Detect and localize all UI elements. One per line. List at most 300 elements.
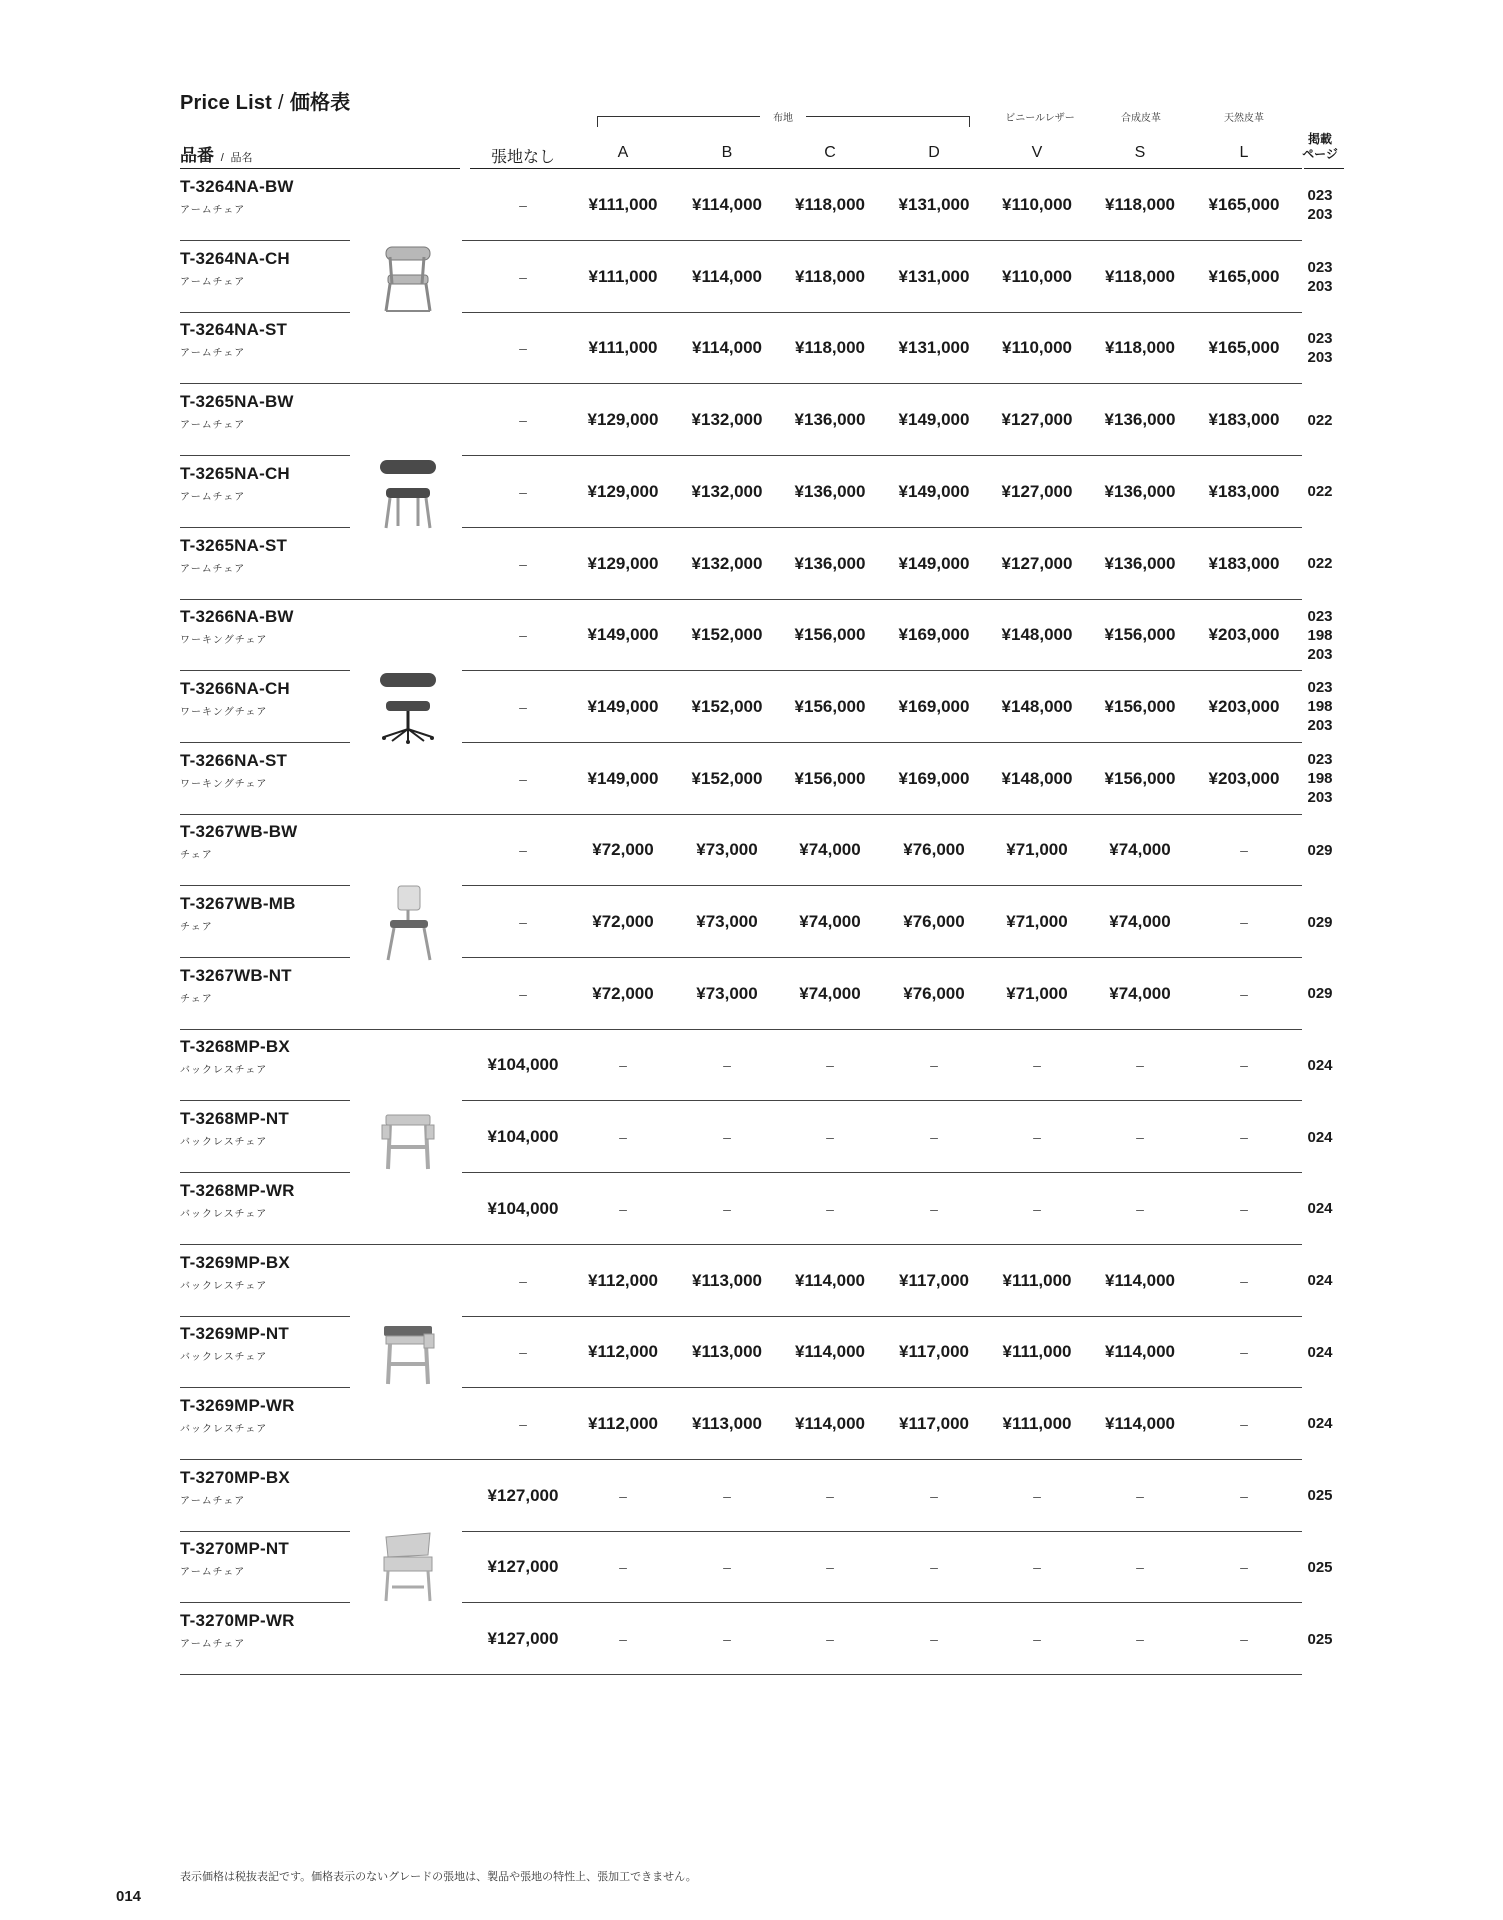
price-d: ¥149,000	[898, 553, 970, 573]
page-ref: 029	[1307, 913, 1333, 931]
price-l: –	[1240, 914, 1248, 930]
price-l: ¥203,000	[1208, 696, 1280, 716]
price-c: ¥118,000	[795, 338, 865, 358]
price-none: –	[519, 627, 527, 644]
price-a: ¥129,000	[587, 481, 659, 501]
table-row	[0, 1029, 1503, 1101]
price-c: –	[826, 1631, 834, 1647]
page-ref: 024	[1307, 1056, 1333, 1074]
footnote: 表示価格は税抜表記です。価格表示のないグレードの張地は、製品や張地の特性上、張加工できません。	[180, 1871, 697, 1883]
price-l: –	[1240, 1200, 1248, 1217]
price-v: ¥148,000	[1001, 768, 1073, 788]
table-row	[0, 599, 1503, 671]
page-refs	[1300, 1414, 1340, 1433]
product-code: T-3265NA-BW	[180, 392, 294, 412]
product-name: アームチェア	[180, 348, 246, 360]
page-ref: 029	[1307, 841, 1333, 859]
product-code: T-3268MP-BX	[180, 1037, 290, 1057]
page-refs	[1300, 1199, 1340, 1218]
price-s: ¥114,000	[1105, 1270, 1175, 1290]
price-d: ¥169,000	[898, 696, 970, 716]
price-d: –	[930, 1057, 938, 1074]
table-row	[0, 1460, 1503, 1532]
price-b: ¥113,000	[692, 1413, 762, 1433]
price-l: –	[1240, 1272, 1248, 1289]
product-code: T-3266NA-CH	[180, 678, 290, 698]
product-name: チェア	[180, 993, 213, 1005]
product-name: アームチェア	[180, 420, 246, 432]
price-v: ¥110,000	[1002, 195, 1072, 214]
price-d: ¥117,000	[899, 1270, 969, 1290]
table-row	[0, 1245, 1503, 1317]
header-page	[1300, 132, 1340, 162]
product-name: アームチェア	[180, 276, 246, 288]
price-b: ¥152,000	[691, 768, 763, 788]
product-code: T-3269MP-NT	[180, 1324, 289, 1344]
price-c: ¥114,000	[795, 1342, 865, 1362]
product-name: アームチェア	[180, 1567, 246, 1579]
price-b: ¥73,000	[696, 840, 758, 860]
table-row	[0, 528, 1503, 600]
product-code: T-3266NA-BW	[180, 607, 294, 627]
price-s: ¥136,000	[1104, 553, 1176, 573]
product-name: バックレスチェア	[180, 1065, 268, 1077]
page-refs	[1300, 1486, 1340, 1505]
page-refs	[1300, 607, 1340, 664]
product-code: T-3269MP-BX	[180, 1252, 290, 1272]
price-d: ¥131,000	[898, 195, 970, 214]
row-divider	[180, 1674, 1302, 1675]
product-code: T-3264NA-CH	[180, 248, 290, 268]
price-a: –	[619, 1487, 627, 1504]
price-b: ¥114,000	[692, 338, 762, 358]
product-name: アームチェア	[180, 205, 246, 216]
page-ref: 024	[1307, 1272, 1333, 1289]
table-row	[0, 1173, 1503, 1245]
working-chair-icon	[368, 667, 448, 747]
price-c: ¥74,000	[799, 840, 861, 860]
page-refs	[1300, 329, 1340, 367]
price-a: –	[619, 1200, 627, 1217]
price-l: ¥165,000	[1208, 338, 1280, 358]
price-l: ¥203,000	[1208, 625, 1280, 645]
header-hinban-text: 品番	[180, 146, 214, 165]
product-code: T-3267WB-MB	[180, 894, 296, 913]
price-b: ¥113,000	[692, 1270, 762, 1290]
product-code: T-3270MP-NT	[180, 1539, 289, 1559]
price-d: ¥76,000	[903, 840, 965, 860]
page-ref: 203	[1307, 206, 1333, 223]
header-hinmei: 品名	[230, 152, 253, 164]
table-row	[0, 1531, 1503, 1603]
price-c: ¥136,000	[794, 410, 866, 430]
price-v: –	[1033, 1057, 1041, 1074]
page-refs	[1300, 411, 1340, 430]
header-col-l: L	[1239, 144, 1249, 161]
page-ref: 203	[1307, 645, 1333, 663]
title-en: Price List	[180, 92, 273, 114]
natural-group-label: 天然皮革	[1224, 113, 1264, 124]
price-none: –	[519, 197, 527, 213]
page-refs	[1300, 1271, 1340, 1290]
vinyl-group-label: ビニールレザー	[1005, 113, 1075, 124]
price-l: –	[1240, 842, 1248, 859]
page-refs	[1300, 1343, 1340, 1362]
product-code: T-3265NA-ST	[180, 535, 288, 555]
header-col-b: B	[721, 144, 733, 161]
price-a: ¥149,000	[587, 768, 659, 788]
price-v: ¥71,000	[1006, 983, 1068, 1003]
price-s: ¥156,000	[1104, 625, 1176, 645]
price-l: ¥203,000	[1208, 768, 1280, 788]
side-chair-icon	[368, 882, 448, 962]
price-s: ¥118,000	[1105, 266, 1175, 286]
table-row	[0, 671, 1503, 743]
price-b: ¥152,000	[691, 625, 763, 645]
page-refs	[1300, 678, 1340, 735]
price-a: –	[619, 1631, 627, 1647]
price-a: ¥112,000	[588, 1413, 658, 1433]
price-b: –	[723, 1559, 731, 1576]
price-b: ¥152,000	[691, 696, 763, 716]
page-refs	[1300, 1128, 1340, 1147]
price-a: ¥129,000	[587, 553, 659, 573]
price-s: –	[1136, 1559, 1144, 1576]
price-b: ¥114,000	[692, 195, 762, 214]
price-v: ¥71,000	[1006, 912, 1068, 931]
price-d: –	[930, 1559, 938, 1576]
table-row	[0, 814, 1503, 886]
price-b: –	[723, 1057, 731, 1074]
product-name: アームチェア	[180, 1495, 246, 1507]
price-none: –	[519, 698, 527, 715]
price-l: –	[1240, 1415, 1248, 1432]
table-row	[0, 743, 1503, 815]
price-a: –	[619, 1559, 627, 1576]
price-a: ¥149,000	[587, 696, 659, 716]
table-row	[0, 312, 1503, 384]
price-none: ¥104,000	[487, 1127, 559, 1147]
page-refs	[1300, 984, 1340, 1003]
price-s: ¥74,000	[1109, 912, 1171, 931]
page-ref: 024	[1307, 1415, 1333, 1433]
price-v: ¥148,000	[1001, 696, 1073, 716]
product-code: T-3268MP-WR	[180, 1180, 295, 1200]
armchair-dark-icon	[368, 452, 448, 532]
price-v: ¥127,000	[1001, 481, 1073, 501]
page-refs	[1300, 913, 1340, 932]
product-name: バックレスチェア	[180, 1423, 268, 1435]
price-b: ¥113,000	[692, 1342, 762, 1362]
page-ref: 203	[1307, 789, 1333, 807]
price-l: ¥165,000	[1208, 195, 1280, 214]
price-s: ¥136,000	[1104, 481, 1176, 501]
price-d: –	[930, 1129, 938, 1146]
header-col-s: S	[1134, 144, 1146, 161]
price-b: –	[723, 1631, 731, 1647]
price-a: ¥112,000	[588, 1342, 658, 1362]
page-ref: 025	[1307, 1558, 1333, 1576]
title-separator: /	[278, 92, 284, 114]
page-ref: 023	[1307, 607, 1333, 625]
page-ref: 024	[1307, 1343, 1333, 1361]
price-s: ¥118,000	[1105, 338, 1175, 358]
page-ref: 022	[1307, 411, 1333, 429]
price-none: –	[519, 914, 527, 930]
product-name: バックレスチェア	[180, 1280, 268, 1292]
backless-chair-icon	[368, 1097, 448, 1177]
product-name: ワーキングチェア	[180, 778, 268, 790]
page-refs	[1300, 482, 1340, 501]
price-s: –	[1136, 1057, 1144, 1074]
page-ref: 024	[1307, 1200, 1333, 1218]
price-b: –	[723, 1487, 731, 1504]
price-s: ¥156,000	[1104, 768, 1176, 788]
product-code: T-3270MP-WR	[180, 1611, 295, 1630]
price-l: ¥183,000	[1208, 481, 1280, 501]
page-ref: 025	[1307, 1487, 1333, 1505]
table-row	[0, 456, 1503, 528]
product-code: T-3265NA-CH	[180, 463, 290, 483]
price-l: –	[1240, 1487, 1248, 1504]
price-none: ¥127,000	[487, 1485, 559, 1505]
price-d: ¥149,000	[898, 481, 970, 501]
page-ref: 198	[1307, 626, 1333, 644]
table-row	[0, 241, 1503, 313]
header-none: 張地なし	[490, 149, 555, 166]
price-v: –	[1033, 1631, 1041, 1647]
price-v: ¥110,000	[1002, 338, 1072, 358]
header-hinban	[180, 141, 253, 166]
price-a: ¥129,000	[587, 410, 659, 430]
price-d: ¥169,000	[898, 625, 970, 645]
price-c: ¥136,000	[794, 481, 866, 501]
page-refs	[1300, 258, 1340, 296]
price-v: ¥111,000	[1002, 1342, 1072, 1362]
price-c: ¥156,000	[794, 625, 866, 645]
price-a: ¥72,000	[592, 840, 654, 860]
price-s: –	[1136, 1487, 1144, 1504]
price-l: –	[1240, 1631, 1248, 1647]
page-ref: 203	[1307, 277, 1333, 295]
price-d: ¥76,000	[903, 912, 965, 931]
price-s: ¥114,000	[1105, 1413, 1175, 1433]
page-refs	[1300, 186, 1340, 224]
armchair-light-icon	[368, 237, 448, 317]
header-page-line2: ページ	[1302, 147, 1338, 161]
price-c: –	[826, 1057, 834, 1074]
price-none: –	[519, 555, 527, 572]
product-name: ワーキングチェア	[180, 706, 268, 718]
price-d: –	[930, 1487, 938, 1504]
product-name: アームチェア	[180, 491, 246, 503]
price-b: ¥132,000	[691, 553, 763, 573]
table-row	[0, 1603, 1503, 1675]
page-ref: 023	[1307, 258, 1333, 276]
header-sep: /	[220, 152, 224, 164]
page-ref: 029	[1307, 985, 1333, 1003]
page-ref: 022	[1307, 483, 1333, 501]
price-s: ¥74,000	[1109, 840, 1171, 860]
price-none: –	[519, 268, 527, 285]
product-name: ワーキングチェア	[180, 635, 268, 647]
price-c: ¥118,000	[795, 195, 865, 214]
price-none: –	[519, 1272, 527, 1289]
price-a: ¥111,000	[588, 266, 658, 286]
page-ref: 025	[1307, 1630, 1333, 1648]
page-refs	[1300, 750, 1340, 807]
page-ref: 023	[1307, 330, 1333, 348]
price-d: ¥149,000	[898, 410, 970, 430]
page-ref: 023	[1307, 187, 1333, 204]
price-b: ¥73,000	[696, 912, 758, 931]
price-b: ¥132,000	[691, 481, 763, 501]
price-none: –	[519, 412, 527, 429]
page-ref: 198	[1307, 770, 1333, 788]
header-col-c: C	[824, 144, 836, 161]
price-v: –	[1033, 1487, 1041, 1504]
product-code: T-3264NA-ST	[180, 320, 288, 340]
price-l: –	[1240, 1344, 1248, 1361]
product-name: バックレスチェア	[180, 1352, 268, 1364]
price-c: ¥156,000	[794, 768, 866, 788]
price-d: –	[930, 1631, 938, 1647]
page-refs	[1300, 1056, 1340, 1075]
price-v: ¥111,000	[1002, 1270, 1072, 1290]
price-s: –	[1136, 1129, 1144, 1146]
price-none: –	[519, 1344, 527, 1361]
synthetic-group-label: 合成皮革	[1121, 113, 1161, 124]
product-code: T-3266NA-ST	[180, 750, 288, 770]
price-b: ¥132,000	[691, 410, 763, 430]
price-none: –	[519, 985, 527, 1002]
product-name: アームチェア	[180, 563, 246, 575]
price-a: –	[619, 1129, 627, 1146]
price-s: ¥74,000	[1109, 983, 1171, 1003]
price-none: ¥127,000	[487, 1557, 559, 1577]
price-v: –	[1033, 1200, 1041, 1217]
price-d: ¥131,000	[898, 338, 970, 358]
price-v: ¥127,000	[1001, 410, 1073, 430]
price-none: –	[519, 842, 527, 859]
header-col-a: A	[617, 144, 629, 161]
price-l: ¥183,000	[1208, 553, 1280, 573]
price-s: ¥114,000	[1105, 1342, 1175, 1362]
price-d: ¥169,000	[898, 768, 970, 788]
price-b: ¥73,000	[696, 983, 758, 1003]
title-ja: 価格表	[289, 92, 351, 114]
price-a: –	[619, 1057, 627, 1074]
price-c: ¥136,000	[794, 553, 866, 573]
armchair-white-icon	[368, 1527, 448, 1607]
price-d: ¥117,000	[899, 1413, 969, 1433]
price-s: ¥118,000	[1105, 195, 1175, 214]
fabric-group-label: 布地	[760, 109, 806, 124]
page-refs	[1300, 841, 1340, 860]
page-ref: 023	[1307, 679, 1333, 697]
product-name: アームチェア	[180, 1639, 246, 1650]
table-row	[0, 1101, 1503, 1173]
price-b: ¥114,000	[692, 266, 762, 286]
header-col-v: V	[1031, 144, 1043, 161]
page-ref: 203	[1307, 717, 1333, 735]
price-a: ¥72,000	[592, 912, 654, 931]
price-s: ¥156,000	[1104, 696, 1176, 716]
product-name: バックレスチェア	[180, 1137, 268, 1149]
price-v: ¥148,000	[1001, 625, 1073, 645]
price-c: ¥74,000	[799, 912, 861, 931]
price-c: –	[826, 1487, 834, 1504]
price-v: ¥110,000	[1002, 266, 1072, 286]
price-v: ¥71,000	[1006, 840, 1068, 860]
price-a: ¥112,000	[588, 1270, 658, 1290]
header-page-line1: 掲載	[1307, 132, 1332, 146]
price-l: –	[1240, 1559, 1248, 1576]
product-code: T-3268MP-NT	[180, 1109, 289, 1129]
product-code: T-3267WB-NT	[180, 965, 292, 985]
price-none: –	[519, 1415, 527, 1432]
price-c: –	[826, 1129, 834, 1146]
price-l: –	[1240, 1129, 1248, 1146]
page-refs	[1300, 1558, 1340, 1577]
price-a: ¥111,000	[588, 338, 658, 358]
table-row	[0, 169, 1503, 241]
price-s: –	[1136, 1200, 1144, 1217]
page-ref: 023	[1307, 751, 1333, 769]
price-a: ¥149,000	[587, 625, 659, 645]
price-a: ¥72,000	[592, 983, 654, 1003]
page-title	[180, 86, 350, 115]
page-ref: 024	[1307, 1128, 1333, 1146]
price-l: –	[1240, 1057, 1248, 1074]
price-l: –	[1240, 985, 1248, 1002]
price-d: –	[930, 1200, 938, 1217]
product-code: T-3267WB-BW	[180, 822, 298, 842]
price-c: –	[826, 1559, 834, 1576]
price-c: ¥114,000	[795, 1413, 865, 1433]
price-v: ¥111,000	[1002, 1413, 1072, 1433]
price-c: ¥156,000	[794, 696, 866, 716]
price-b: –	[723, 1200, 731, 1217]
price-none: –	[519, 770, 527, 787]
price-s: ¥136,000	[1104, 410, 1176, 430]
price-none: ¥127,000	[487, 1629, 559, 1648]
price-none: ¥104,000	[487, 1198, 559, 1218]
page-number: 014	[116, 1888, 142, 1905]
table-row	[0, 384, 1503, 456]
product-code: T-3270MP-BX	[180, 1467, 290, 1487]
table-row	[0, 958, 1503, 1030]
price-v: –	[1033, 1559, 1041, 1576]
table-row	[0, 1388, 1503, 1460]
price-c: ¥114,000	[795, 1270, 865, 1290]
price-l: ¥183,000	[1208, 410, 1280, 430]
page-ref: 203	[1307, 349, 1333, 367]
price-l: ¥165,000	[1208, 266, 1280, 286]
price-v: –	[1033, 1129, 1041, 1146]
page-ref: 022	[1307, 555, 1333, 572]
price-none: –	[519, 483, 527, 500]
product-name: チェア	[180, 850, 213, 862]
backless-chair-wide-icon	[368, 1312, 448, 1392]
product-name: バックレスチェア	[180, 1208, 268, 1220]
header-col-d: D	[928, 144, 940, 161]
product-name: チェア	[180, 922, 213, 933]
price-b: –	[723, 1129, 731, 1146]
product-code: T-3264NA-BW	[180, 177, 294, 196]
price-v: ¥127,000	[1001, 553, 1073, 573]
page-ref: 198	[1307, 698, 1333, 716]
